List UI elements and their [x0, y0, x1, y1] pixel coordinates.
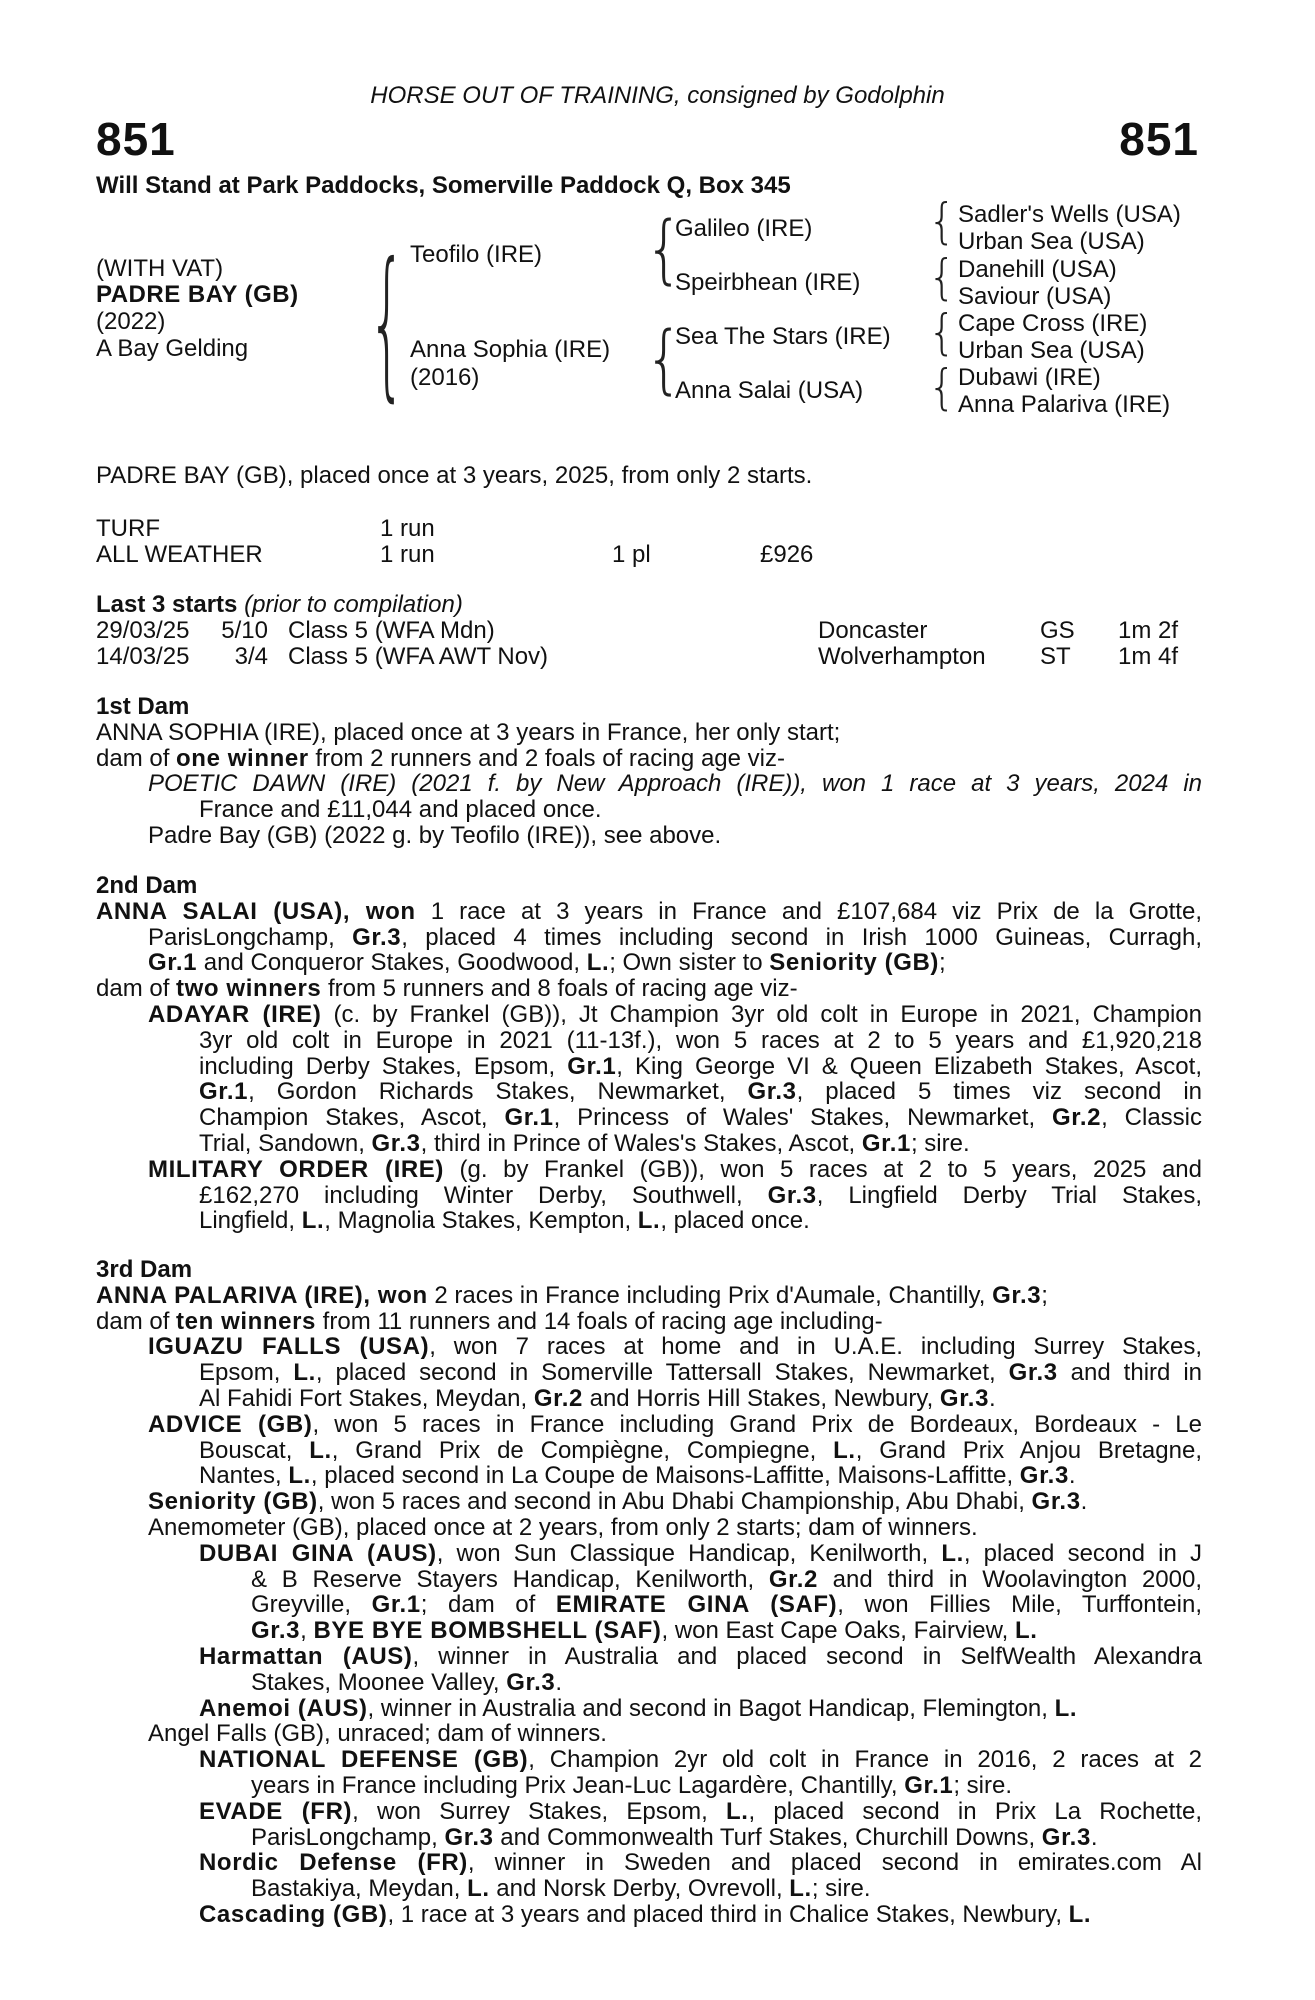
first-dam-line: France and £11,044 and placed once. — [199, 796, 602, 824]
second-dam-line: Trial, Sandown, Gr.3, third in Prince of Wales's Stakes, Ascot, Gr.1; sire. — [199, 1129, 970, 1157]
horse-name-text: PADRE BAY (GB) — [96, 281, 299, 308]
third-dam-line: EVADE (FR), won Surrey Stakes, Epsom, L., placed second in Prix La Rochette, — [199, 1797, 1202, 1825]
third-dam-line: Bastakiya, Meydan, L. and Norsk Derby, Ovrevoll, L.; sire. — [251, 1875, 871, 1903]
third-dam-section — [96, 1257, 1202, 1928]
pedigree-g2-3: Sea The Stars (IRE) — [675, 323, 891, 350]
third-dam-line: Bouscat, L., Grand Prix de Compiègne, Compiegne, L., Grand Prix Anjou Bretagne, — [199, 1436, 1202, 1464]
record-aw-earnings: £926 — [760, 541, 814, 568]
start-row-2-distance: 1m 4f — [1118, 643, 1179, 670]
pedigree-brace-g3d: { — [928, 359, 956, 416]
pedigree-dam: Anna Sophia (IRE) — [410, 336, 611, 363]
third-dam-line: ANNA PALARIVA (IRE), won 2 races in France including Prix d'Aumale, Chantilly, Gr.3; — [96, 1281, 1048, 1309]
third-dam-heading: 3rd Dam — [96, 1256, 193, 1283]
third-dam-line: Nordic Defense (FR), winner in Sweden and placed second in emirates.com Al — [199, 1849, 1202, 1877]
third-dam-line: years in France including Prix Jean-Luc Lagardère, Chantilly, Gr.1; sire. — [251, 1771, 1013, 1799]
third-dam-line: Harmattan (AUS), winner in Australia and placed second in SelfWealth Alexandra — [199, 1642, 1202, 1670]
last-starts-note: (prior to compilation) — [244, 591, 463, 618]
first-dam-line: POETIC DAWN (IRE) (2021 f. by New Approach (IRE)), won 1 race at 3 years, 2024 in — [148, 770, 1202, 798]
consignment-line: HORSE OUT OF TRAINING, consigned by Godolphin — [370, 82, 945, 109]
start-row-1-race: Class 5 (WFA Mdn) — [288, 617, 495, 644]
pedigree-brace-sire-parents: { — [645, 205, 684, 294]
second-dam-line: Gr.1 and Conqueror Stakes, Goodwood, L.; Own sister to Seniority (GB); — [148, 949, 946, 977]
start-row-2-date: 14/03/25 — [96, 643, 190, 670]
second-dam-line: including Derby Stakes, Epsom, Gr.1, King George VI & Queen Elizabeth Stakes, Ascot, — [199, 1052, 1202, 1080]
race-summary: PADRE BAY (GB), placed once at 3 years, 2025, from only 2 starts. — [96, 462, 813, 489]
second-dam-line: 3yr old colt in Europe in 2021 (11-13f.), won 5 races at 2 to 5 years and £1,920,218 — [199, 1026, 1202, 1054]
stand-location: Will Stand at Park Paddocks, Somerville Paddock Q, Box 345 — [96, 172, 791, 199]
start-row-1-distance: 1m 2f — [1118, 617, 1179, 644]
third-dam-line: ParisLongchamp, Gr.3 and Commonwealth Turf Stakes, Churchill Downs, Gr.3. — [251, 1823, 1098, 1851]
last-starts-title: Last 3 starts — [96, 591, 238, 618]
second-dam-line: ADAYAR (IRE) (c. by Frankel (GB)), Jt Champion 3yr old colt in Europe in 2021, Champion — [148, 1000, 1202, 1028]
first-dam-heading: 1st Dam — [96, 693, 190, 720]
third-dam-line: Anemometer (GB), placed once at 2 years, from only 2 starts; dam of winners. — [148, 1513, 978, 1541]
record-aw-surface: ALL WEATHER — [96, 541, 263, 568]
record-turf-runs: 1 run — [380, 515, 435, 542]
third-dam-line: NATIONAL DEFENSE (GB), Champion 2yr old colt in France in 2016, 2 races at 2 — [199, 1746, 1202, 1774]
second-dam-line: Gr.1, Gordon Richards Stakes, Newmarket, Gr.3, placed 5 times viz second in — [199, 1078, 1202, 1106]
start-row-2-course: Wolverhampton — [818, 643, 986, 670]
pedigree-g3-2: Urban Sea (USA) — [958, 228, 1145, 255]
third-dam-line: Gr.3, BYE BYE BOMBSHELL (SAF), won East Cape Oaks, Fairview, L. — [251, 1617, 1038, 1645]
pedigree-g2-2: Speirbhean (IRE) — [675, 269, 861, 296]
second-dam-line: dam of two winners from 5 runners and 8 foals of racing age viz- — [96, 975, 798, 1003]
second-dam-line: Lingfield, L., Magnolia Stakes, Kempton, L., placed once. — [199, 1207, 810, 1235]
start-row-1-going: GS — [1040, 617, 1075, 644]
record-aw-runs: 1 run — [380, 541, 435, 568]
record-turf-surface: TURF — [96, 515, 160, 542]
pedigree-g3-8: Anna Palariva (IRE) — [958, 391, 1171, 418]
lot-number-left: 851 — [96, 113, 176, 165]
second-dam-line: ParisLongchamp, Gr.3, placed 4 times including second in Irish 1000 Guineas, Curragh, — [148, 923, 1202, 951]
pedigree-g3-6: Urban Sea (USA) — [958, 337, 1145, 364]
third-dam-line: Greyville, Gr.1; dam of EMIRATE GINA (SAF), won Fillies Mile, Turffontein, — [251, 1591, 1203, 1619]
third-dam-line: Epsom, L., placed second in Somerville Tattersall Stakes, Newmarket, Gr.3 and third in — [199, 1359, 1202, 1387]
pedigree-g3-5: Cape Cross (IRE) — [958, 310, 1148, 337]
horse-vat: (WITH VAT) — [96, 255, 224, 282]
pedigree-dam-year: (2016) — [410, 364, 480, 391]
third-dam-line: Cascading (GB), 1 race at 3 years and placed third in Chalice Stakes, Newbury, L. — [199, 1900, 1092, 1928]
pedigree-brace-dam-parents: { — [645, 315, 684, 404]
start-row-1-pos: 5/10 — [221, 617, 268, 644]
start-row-2-pos: 3/4 — [234, 643, 268, 670]
start-row-1-date: 29/03/25 — [96, 617, 190, 644]
third-dam-line: Angel Falls (GB), unraced; dam of winners. — [148, 1720, 607, 1748]
pedigree-brace-g3c: { — [928, 304, 956, 361]
pedigree-g2-4: Anna Salai (USA) — [675, 377, 864, 404]
second-dam-line: Champion Stakes, Ascot, Gr.1, Princess of Wales' Stakes, Newmarket, Gr.2, Classic — [199, 1104, 1203, 1132]
pedigree-g3-3: Danehill (USA) — [958, 256, 1117, 283]
first-dam-line: ANNA SOPHIA (IRE), placed once at 3 years in France, her only start; — [96, 718, 841, 746]
pedigree-g2-1: Galileo (IRE) — [675, 215, 813, 242]
start-row-2-race: Class 5 (WFA AWT Nov) — [288, 643, 549, 670]
pedigree-g3-1: Sadler's Wells (USA) — [958, 201, 1181, 228]
third-dam-line: IGUAZU FALLS (USA), won 7 races at home and in U.A.E. including Surrey Stakes, — [148, 1333, 1203, 1361]
horse-description: A Bay Gelding — [96, 335, 249, 362]
start-row-1-course: Doncaster — [818, 617, 928, 644]
pedigree-brace-g3a: { — [928, 193, 956, 250]
pedigree-brace-sire: { — [368, 229, 407, 419]
first-dam-line: dam of one winner from 2 runners and 2 foals of racing age viz- — [96, 744, 785, 772]
third-dam-line: ADVICE (GB), won 5 races in France including Grand Prix de Bordeaux, Bordeaux - Le — [148, 1410, 1202, 1438]
start-row-2-going: ST — [1040, 643, 1071, 670]
second-dam-line: £162,270 including Winter Derby, Southwell, Gr.3, Lingfield Derby Trial Stakes, — [199, 1181, 1202, 1209]
pedigree-g3-7: Dubawi (IRE) — [958, 364, 1101, 391]
horse-name — [96, 281, 299, 309]
last-starts-heading — [96, 591, 463, 619]
third-dam-line: Stakes, Moonee Valley, Gr.3. — [251, 1668, 563, 1696]
pedigree-g3-4: Saviour (USA) — [958, 283, 1112, 310]
third-dam-line: Nantes, L., placed second in La Coupe de Maisons-Laffitte, Maisons-Laffitte, Gr.3. — [199, 1462, 1076, 1490]
first-dam-section — [96, 694, 1202, 849]
pedigree-brace-g3b: { — [928, 249, 956, 306]
third-dam-line: & B Reserve Stayers Handicap, Kenilworth, Gr.2 and third in Woolavington 2000, — [251, 1565, 1203, 1593]
second-dam-line: ANNA SALAI (USA), won 1 race at 3 years in France and £107,684 viz Prix de la Grotte, — [96, 897, 1202, 925]
horse-year: (2022) — [96, 308, 166, 335]
pedigree-sire: Teofilo (IRE) — [410, 241, 543, 268]
third-dam-line: Al Fahidi Fort Stakes, Meydan, Gr.2 and Horris Hill Stakes, Newbury, Gr.3. — [199, 1384, 996, 1412]
second-dam-section — [96, 873, 1202, 1234]
third-dam-line: Seniority (GB), won 5 races and second in Abu Dhabi Championship, Abu Dhabi, Gr.3. — [148, 1488, 1088, 1516]
third-dam-line: Anemoi (AUS), winner in Australia and second in Bagot Handicap, Flemington, L. — [199, 1694, 1078, 1722]
first-dam-line: Padre Bay (GB) (2022 g. by Teofilo (IRE)), see above. — [148, 821, 722, 849]
lot-number-right: 851 — [1119, 113, 1199, 165]
third-dam-line: dam of ten winners from 11 runners and 14 foals of racing age including- — [96, 1307, 883, 1335]
second-dam-line: MILITARY ORDER (IRE) (g. by Frankel (GB)), won 5 races at 2 to 5 years, 2025 and — [148, 1155, 1202, 1183]
record-aw-placed: 1 pl — [612, 541, 651, 568]
third-dam-line: DUBAI GINA (AUS), won Sun Classique Handicap, Kenilworth, L., placed second in J — [199, 1539, 1202, 1567]
second-dam-heading: 2nd Dam — [96, 872, 198, 899]
